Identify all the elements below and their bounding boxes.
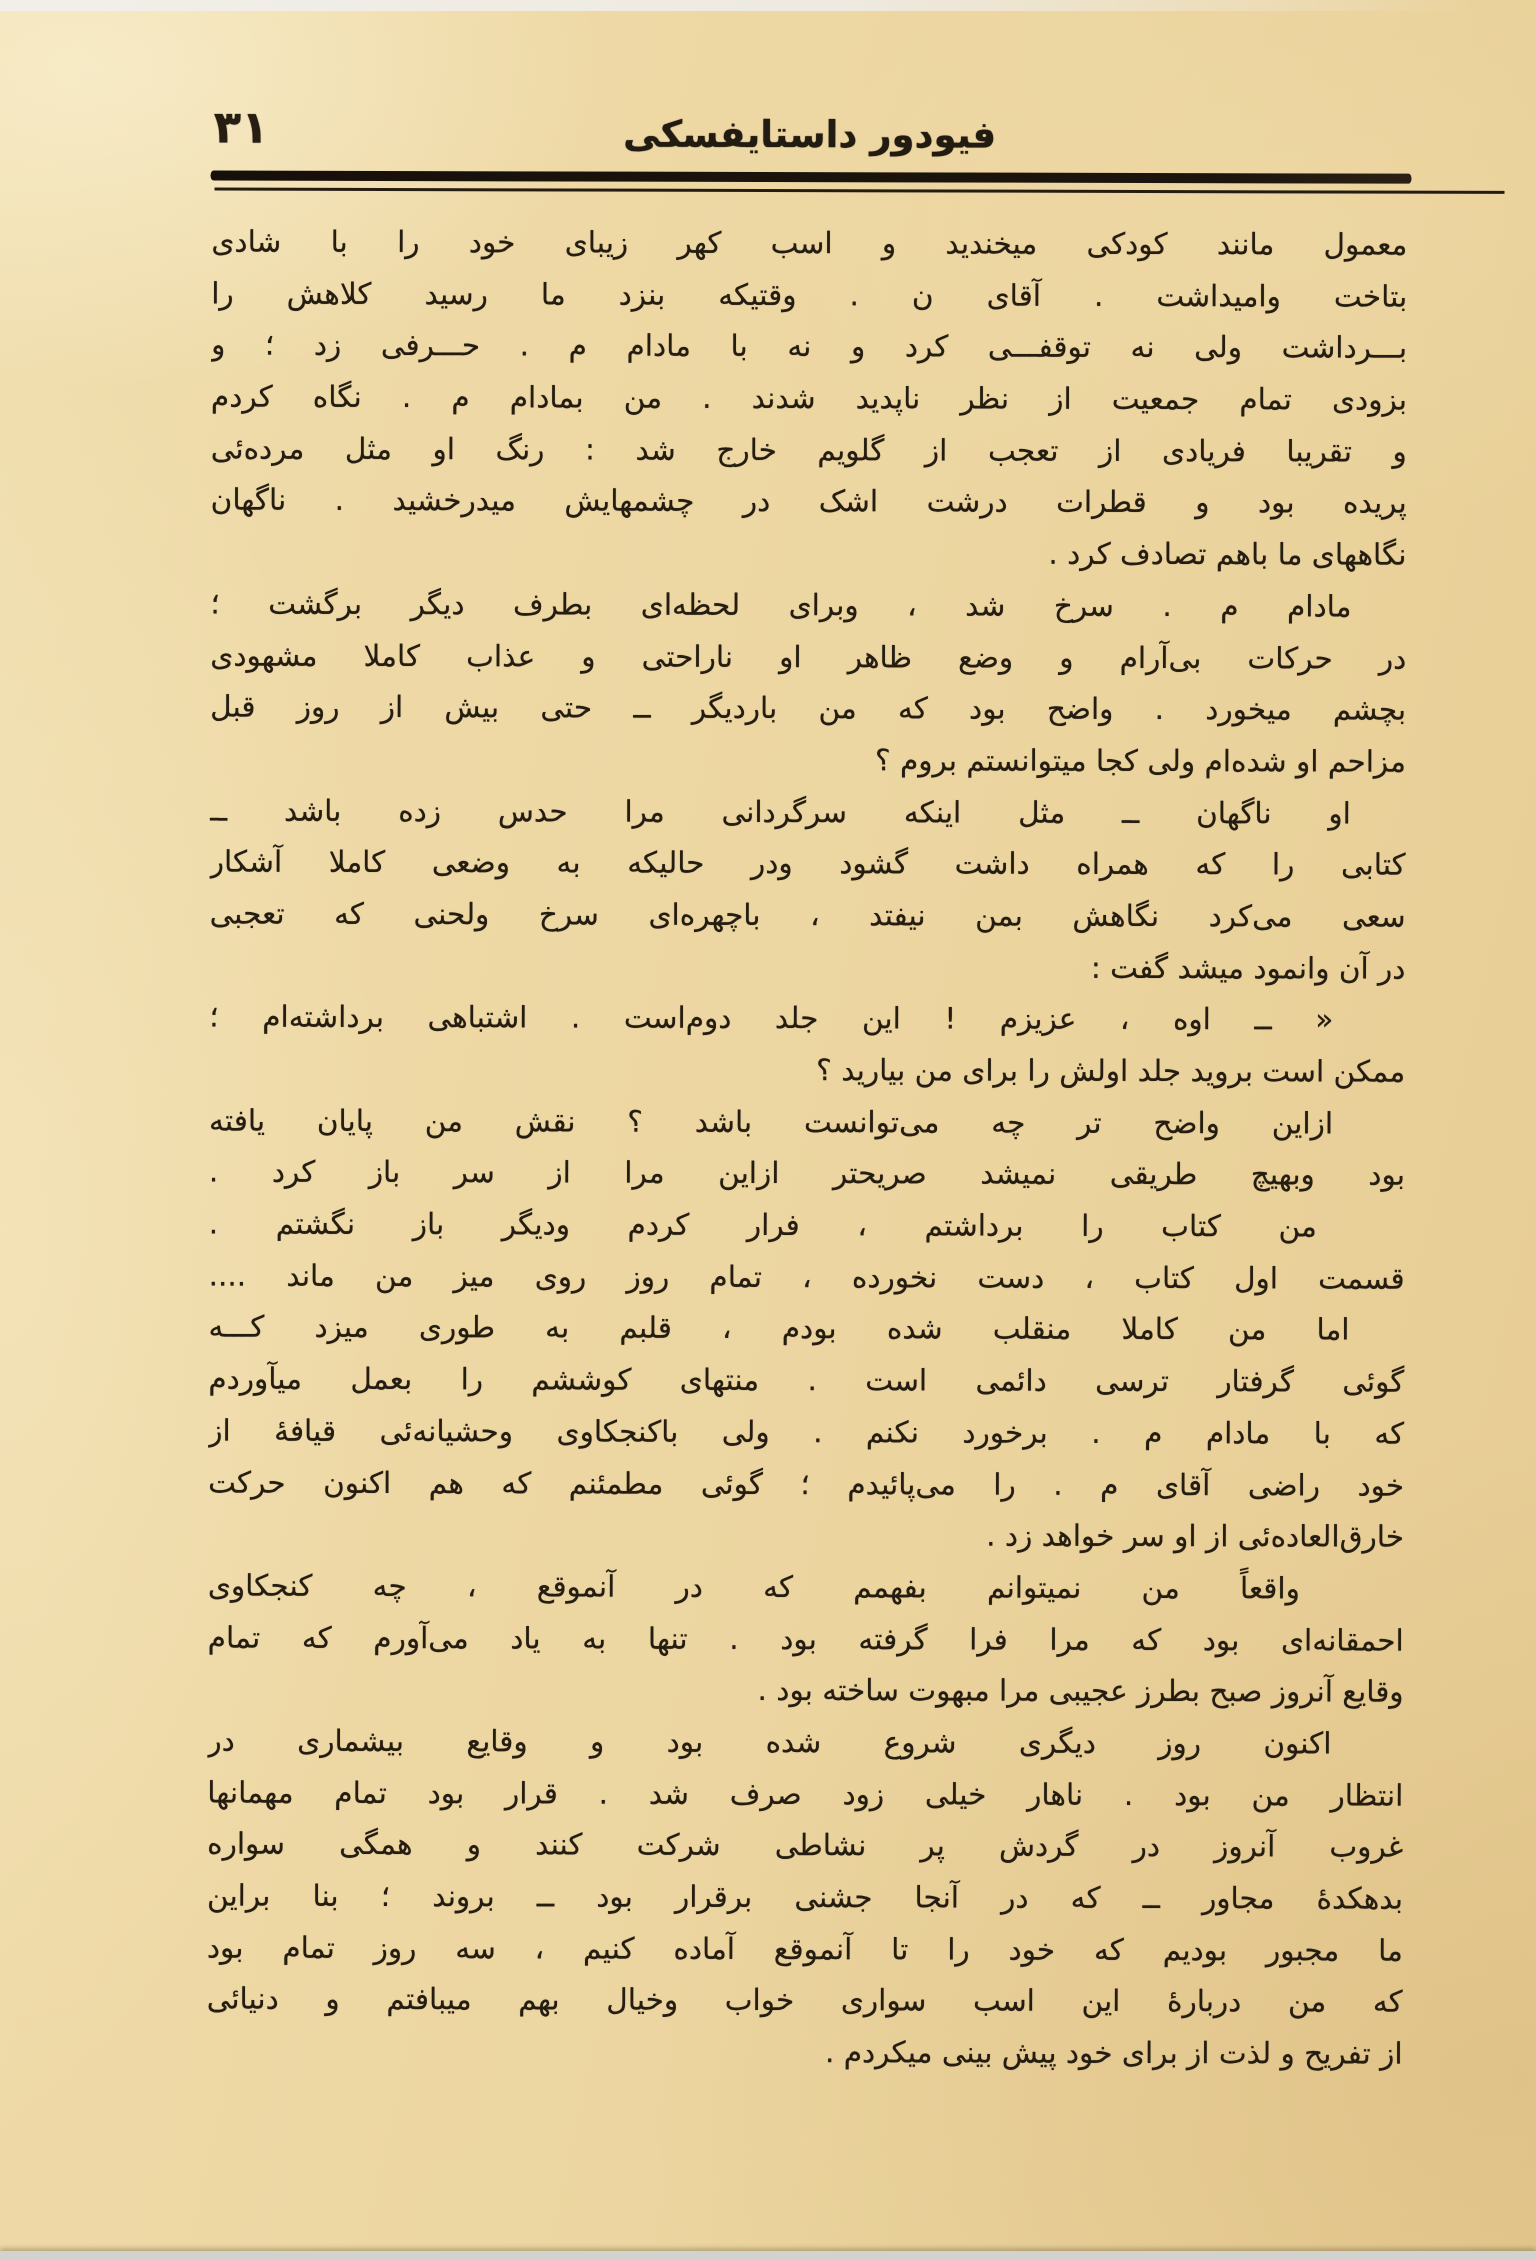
text-line: قسمت اول کتاب ، دست نخورده ، تمام روز روی میز من ماند .... bbox=[208, 1258, 1405, 1296]
text-line: اکنون روز دیگری شروع شده بود و وقایع بیشماری در bbox=[207, 1723, 1332, 1761]
text-line: و تقریبا فریادی از تعجب از گلویم خارج شد : رنگ او مثل مرده‌ئی bbox=[210, 431, 1407, 469]
text-line: وقایع آنروز صبح بطرز عجیبی مرا مبهوت ساخته بود . bbox=[757, 1673, 1404, 1709]
text-line: بزودی تمام جمعیت از نظر ناپدید شدند . من بمادام م . نگاه کردم bbox=[210, 379, 1408, 417]
text-line: در آن وانمود میشد گفت : bbox=[1090, 950, 1406, 986]
text-line: واقعاً من نمیتوانم بفهمم که در آنموقع ، چه کنجکاوی bbox=[207, 1568, 1300, 1606]
text-line: من کتاب را برداشتم ، فرار کردم ودیگر باز نگشتم . bbox=[208, 1206, 1317, 1244]
text-line: ازاین واضح تر چه می‌توانست باشد ؟ نقش من پایان یافته bbox=[209, 1103, 1334, 1141]
text-line: ممکن است بروید جلد اولش را برای من بیارید ؟ bbox=[816, 1053, 1406, 1089]
text-line: مادام م . سرخ شد ، وبرای لحظه‌ای بطرف دیگر برگشت ؛ bbox=[210, 586, 1352, 624]
text-line: گوئی گرفتار ترسی دائمی است . منتهای کوششم را بعمل میآوردم bbox=[208, 1361, 1405, 1399]
header-rule-thick bbox=[211, 171, 1412, 184]
text-line: « ــ اوه ، عزیزم ! این جلد دوم‌است . اشتباهی برداشته‌ام ؛ bbox=[209, 999, 1334, 1037]
text-line: احمقانه‌ای بود که مرا فرا گرفته بود . تنها به یاد می‌آورم که تمام bbox=[207, 1620, 1404, 1658]
text-line: خود راضی آقای م . را می‌پائیدم ؛ گوئی مطمئنم که هم اکنون حرکت bbox=[208, 1465, 1405, 1503]
text-line: غروب آنروز در گردش پر نشاطی شرکت کنند و همگی سواره bbox=[207, 1826, 1404, 1864]
text-line: ما مجبور بودیم که خود را تا آنموقع آماده کنیم ، سه روز تمام بود bbox=[206, 1930, 1403, 1968]
text-line: بـــرداشت ولی نه توقفـــی کرد و نه با مادام م . حـــرفی زد ؛ و bbox=[211, 327, 1408, 366]
text-line: خارق‌العاده‌ئی از او سر خواهد زد . bbox=[986, 1518, 1405, 1554]
text-line: بود وبهیچ طریقی نمیشد صریحتر ازاین مرا از سر باز کرد . bbox=[208, 1154, 1405, 1193]
text-line: بچشم میخورد . واضح بود که من باردیگر ــ حتی بیش از روز قبل bbox=[210, 689, 1407, 727]
text-line: پریده بود و قطرات درشت اشک در چشمهایش میدرخشید . ناگهان bbox=[210, 482, 1407, 521]
text-line: از تفریح و لذت از برای خود پیش بینی میکردم . bbox=[825, 2035, 1403, 2071]
text-line: او ناگهان ــ مثل اینکه سرگردانی مرا حدس زده باشد ــ bbox=[209, 793, 1351, 831]
running-title: فیودور داستایفسکی bbox=[623, 112, 997, 157]
text-line: سعی می‌کرد نگاهش بمن نیفتد ، باچهره‌ای سرخ ولحنی که تعجبی bbox=[209, 896, 1406, 934]
text-line: که با مادام م . برخورد نکنم . ولی باکنجکاوی وحشیانه‌ئی قیافهٔ از bbox=[208, 1413, 1405, 1451]
text-line: مزاحم او شده‌ام ولی کجا میتوانستم بروم ؟ bbox=[874, 743, 1407, 779]
text-line: بدهکدهٔ مجاور ــ که در آنجا جشنی برقرار بود ــ بروند ؛ بنا براین bbox=[206, 1878, 1404, 1916]
text-line: که من دربارهٔ این اسب سواری خواب وخیال بهم میبافتم و دنیائی bbox=[206, 1981, 1403, 2020]
text-line: اما من کاملا منقلب شده بودم ، قلبم به طوری میزد کـــه bbox=[208, 1309, 1350, 1347]
text-line: کتابی را که همراه داشت گشود ودر حالیکه به وضعی کاملا آشکار bbox=[209, 844, 1406, 882]
text-line: نگاههای ما باهم تصادف کرد . bbox=[1048, 536, 1407, 572]
text-line: بتاخت وامیداشت . آقای ن . وقتیکه بنزد ما رسید کلاهش را bbox=[211, 276, 1408, 314]
text-line: انتظار من بود . ناهار خیلی زود صرف شد . قرار بود تمام مهمانها bbox=[207, 1775, 1404, 1813]
text-line: در حرکات بی‌آرام و وضع ظاهر او ناراحتی و عذاب کاملا مشهودی bbox=[210, 638, 1407, 676]
header-rule-thin bbox=[214, 188, 1504, 194]
body-text-block bbox=[207, 217, 1408, 2081]
text-line: معمول مانند کودکی میخندید و اسب کهر زیبای خود را با شادی bbox=[211, 224, 1408, 262]
scanner-edge-bottom bbox=[0, 2251, 1536, 2260]
page-number: ۳۱ bbox=[213, 100, 269, 154]
